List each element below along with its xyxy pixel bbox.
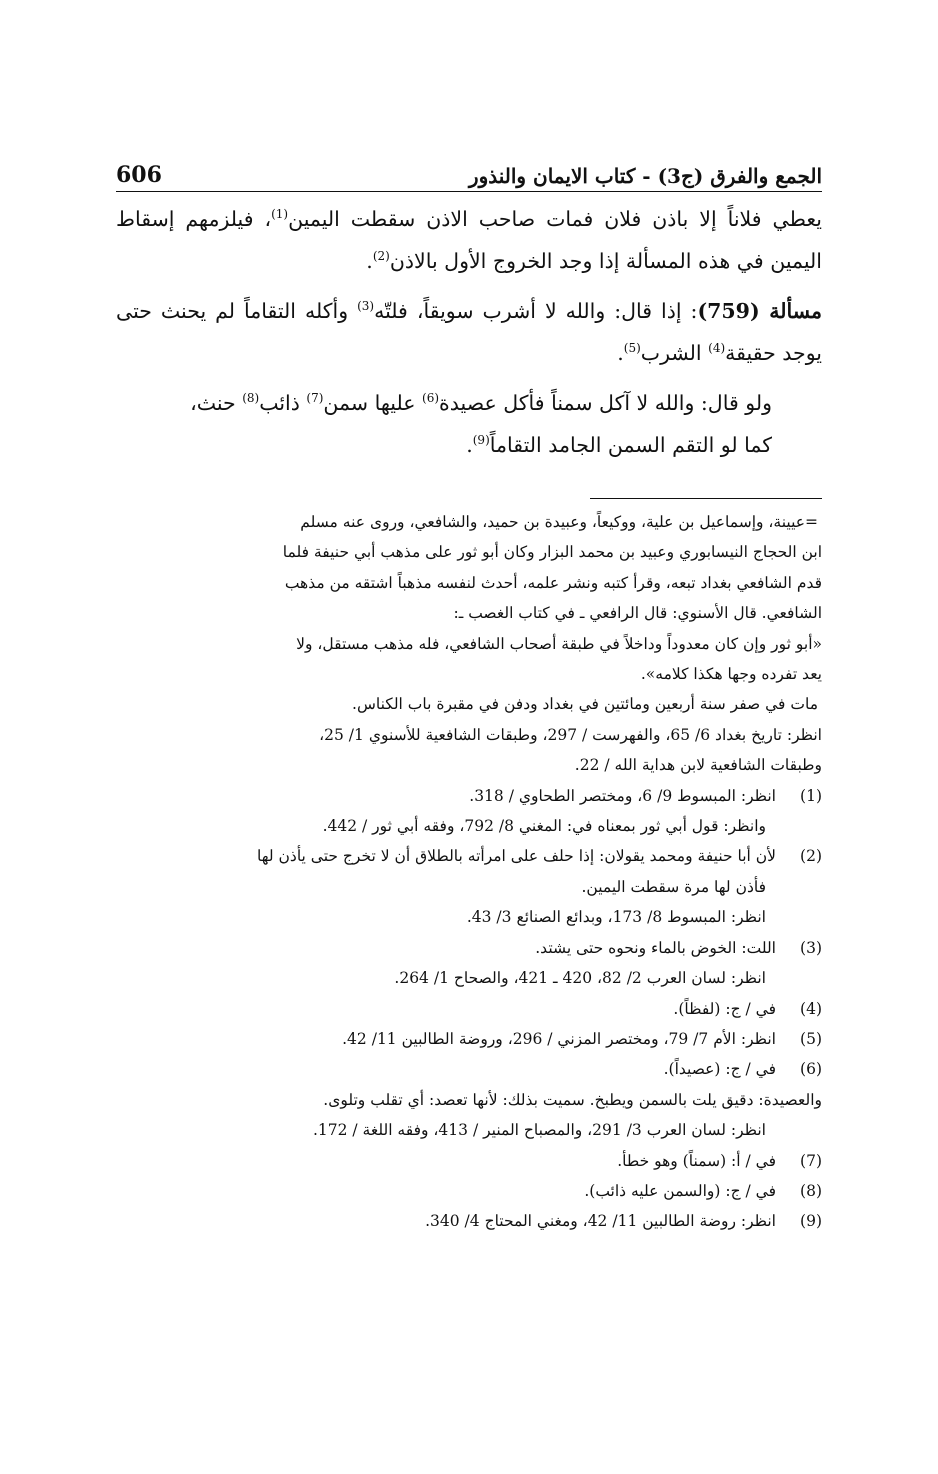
note-line: الشافعي. قال الأسنوي: قال الرافعي ـ في كتاب الغصب ـ:	[453, 604, 822, 623]
footnote-ref-3: (3)	[357, 299, 375, 314]
footnote-ref-8: (8)	[242, 391, 260, 406]
main-text	[116, 198, 822, 474]
paragraph-3: ولو قال: والله لا آكل سمناً فأكل عصيدة$^{(6)}$ عليها سمن$^{(7)}$ ذائب$^{(8)}$ حنث، كما لو التقم السمن الجامد التقاماً$^{(9)}$.	[190, 391, 772, 457]
footnote-4: (4) في / ج: (لفظاً).	[110, 994, 822, 1024]
footnote-ref-5: (5)	[623, 341, 641, 356]
footnote-number: (8)	[800, 1181, 822, 1200]
footnote-2: (2) لأن أبا حنيفة ومحمد يقولان: إذا حلف على امرأته بالطلاق أن لا تخرج حتى يأذن لها	[110, 841, 822, 871]
footnote-rule	[590, 498, 822, 499]
page-number: 606	[116, 162, 162, 188]
footnote-9: (9) انظر: روضة الطالبين 11/ 42، ومغني المحتاج 4/ 340.	[110, 1206, 822, 1236]
footnote-number: (1)	[800, 786, 822, 805]
footnote-number: (4)	[800, 999, 822, 1018]
page-header	[116, 148, 822, 188]
note-line: وطبقات الشافعية لابن هداية الله / 22.	[574, 756, 822, 775]
masala-label: مسألة (759)	[697, 299, 822, 323]
footnote-6: (6) في / ج: (عصيداً).	[110, 1054, 822, 1084]
footnote-ref-4: (4)	[708, 341, 726, 356]
footnote-8: (8) في / ج: (والسمن عليه ذائب).	[110, 1176, 822, 1206]
footnote-ref-2: (2)	[372, 249, 390, 264]
footnote-number: (7)	[800, 1151, 822, 1170]
note-line: انظر: تاريخ بغداد 6/ 65، والفهرست / 297، وطبقات الشافعية للأسنوي 1/ 25،	[319, 725, 822, 744]
note-line: ابن الحجاج النيسابوري وعبيد بن محمد البزار وكان أبو ثور على مذهب أبي حنيفة فلما	[282, 543, 822, 562]
header-rule	[116, 191, 822, 192]
footnote-number: (6)	[800, 1060, 822, 1079]
footnote-number: (2)	[800, 847, 822, 866]
note-line: يعد تفرده وجها هكذا كلامه».	[640, 665, 822, 684]
footnote-ref-1: (1)	[271, 207, 289, 222]
footnote-5: (5) انظر: الأم 7/ 79، ومختصر المزني / 296، وروضة الطالبين 11/ 42.	[110, 1024, 822, 1054]
footnote-number: (3)	[800, 938, 822, 957]
footnote-ref-7: (7)	[306, 391, 324, 406]
footnote-ref-9: (9)	[472, 433, 490, 448]
masala-paragraph: مسألة (759): إذا قال: والله لا أشرب سويقاً، فلتّه$^{(3)}$ وأكله التقاماً لم يحنث حتى يوجد حقيقة$^{(4)}$ الشرب$^{(5)}$.	[116, 299, 822, 365]
footnote-ref-6: (6)	[422, 391, 440, 406]
paragraph-1: يعطي فلاناً إلا باذن فلان فمات صاحب الاذن سقطت اليمين$^{(1)}$، فيلزمهم إسقاط اليمين في هذه المسألة إذا وجد الخروج الأول بالاذن$^{(2)}$.	[116, 207, 822, 273]
note-line: قدم الشافعي بغداد تبعه، وقرأ كتبه ونشر علمه، أحدث لنفسه مذهباً اشتقه من مذهب	[284, 573, 822, 592]
footnote-3: (3) اللت: الخوض بالماء ونحوه حتى يشتد.	[110, 933, 822, 963]
footnote-1: (1) انظر: المبسوط 9/ 6، ومختصر الطحاوي / 318.	[110, 781, 822, 811]
footnotes: =عيينة، وإسماعيل بن علية، ووكيعاً، وعبيدة بن حميد، والشافعي، وروى عنه مسلم ابن الحجاج النيسابوري وعبيد بن محمد البزار وكان أبو ثور على مذهب أبي حنيفة فلما قدم الشافعي بغداد تبعه، وقرأ كتبه ونشر علمه، أحدث لنفسه مذهباً اشتقه من مذهب الشافعي. قال الأسنوي: قال الرافعي ـ في كتاب الغصب ـ: «أبو ثور وإن كان معدوداً وداخلاً في طبقة أصحاب الشافعي، فله مذهب مستقل، ولا يعد تفرده وجها هكذا كلامه». مات في صفر سنة أربعين ومائتين في بغداد ودفن في مقبرة باب الكناس. انظر: تاريخ بغداد 6/ 65، والفهرست / 297، وطبقات الشافعية للأسنوي 1/ 25، وطبقات الشافعية لابن هداية الله / 22. (1) انظر: المبسوط 9/ 6، ومختصر الطحاوي / 318. وانظر: قول أبي ثور بمعناه في: المغني 8/ 792، وفقه أبي ثور / 442. (2) لأن أبا حنيفة ومحمد يقولان: إذا حلف على امرأته بالطلاق أن لا تخرج حتى يأذن لها فأذن لها مرة سقطت اليمين. انظر: المبسوط 8/ 173، وبدائع الصنائع 3/ 43. (3) اللت: الخوض بالماء ونحوه حتى يشتد. انظر: لسان العرب 2/ 82، 420 ـ 421، والصحاح 1/ 264. (4) في / ج: (لفظاً). (5) انظر: الأم 7/ 79، ومختصر المزني / 296، وروضة الطالبين 11/ 42. (6) في / ج: (عصيداً). والعصيدة: دقيق يلت بالسمن ويطبخ. سميت بذلك: لأنها تعصد: أي تقلب وتلوى. انظر: لسان العرب 3/ 291، والمصباح المنير / 413، وفقه اللغة / 172. (7) في / أ: (سمناً) وهو خطأ. (8) في / ج: (والسمن عليه ذائب). (9) انظر: روضة الطالبين 11/ 42، ومغني المحتاج 4/ 340.	[110, 507, 822, 1237]
footnote-7: (7) في / أ: (سمناً) وهو خطأ.	[110, 1146, 822, 1176]
note-line: «أبو ثور وإن كان معدوداً وداخلاً في طبقة أصحاب الشافعي، فله مذهب مستقل، ولا	[296, 634, 822, 653]
footnote-number: (9)	[800, 1212, 822, 1231]
footnote-number: (5)	[800, 1029, 822, 1048]
note-line: مات في صفر سنة أربعين ومائتين في بغداد ودفن في مقبرة باب الكناس.	[352, 695, 818, 714]
running-title: الجمع والفرق (ج3) - كتاب الايمان والنذور	[468, 164, 822, 188]
note-line: =عيينة، وإسماعيل بن علية، ووكيعاً، وعبيدة بن حميد، والشافعي، وروى عنه مسلم	[300, 513, 818, 531]
